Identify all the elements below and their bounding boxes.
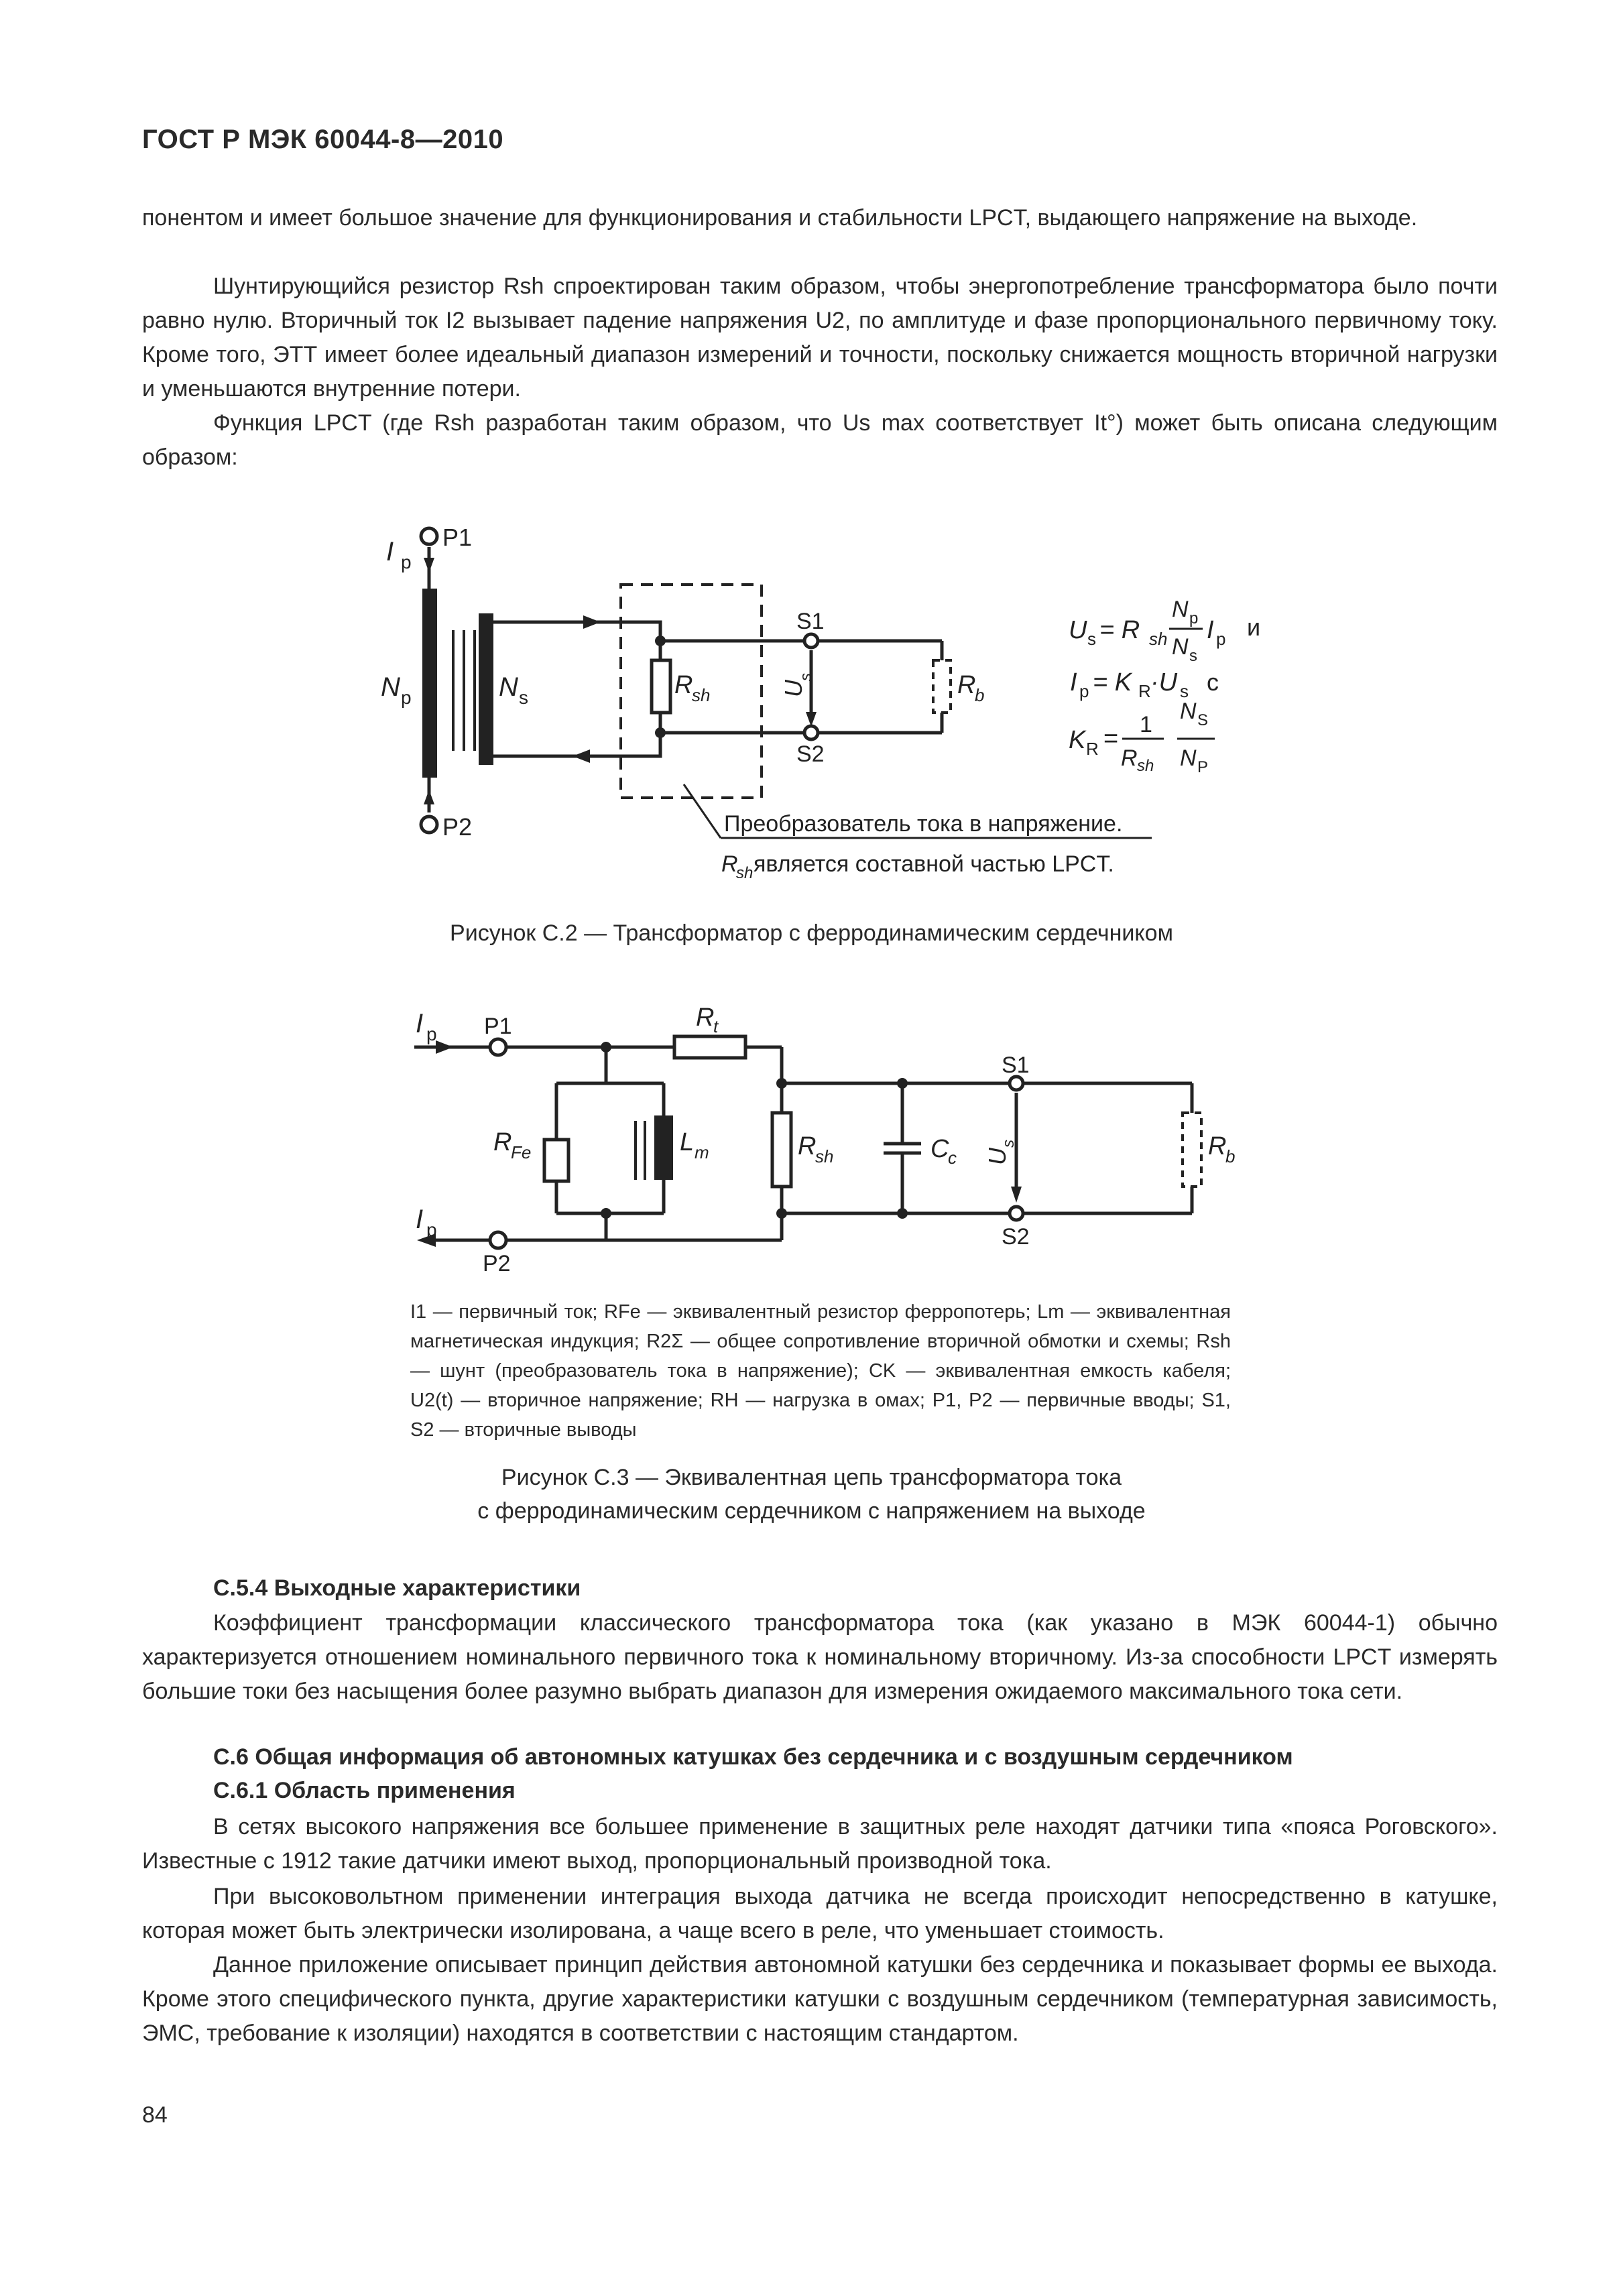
svg-text:sh: sh [1137, 757, 1154, 775]
section-c61-paragraph-1: В сетях высокого напряжения все большее применение в защитных реле находят датчики типа «пояса Роговского». Известные с 1912 такие датчики имеют выход, пропорциональный производной тока. [142, 1814, 1498, 1874]
svg-text:sh: sh [1149, 629, 1168, 649]
label-us: U [780, 680, 807, 697]
svg-text:N: N [1180, 745, 1197, 771]
label-ip-sub: p [401, 552, 412, 572]
section-c54-title: С.5.4 Выходные характеристики [213, 1575, 581, 1601]
label-np: N [381, 672, 400, 702]
c3-label-ip-in: I [416, 1009, 424, 1038]
label-ns-sub: s [519, 687, 528, 708]
c3-label-ip-out-sub: p [426, 1219, 437, 1240]
svg-text:с: с [1207, 668, 1219, 696]
document-header: ГОСТ Р МЭК 60044-8—2010 [142, 125, 504, 154]
svg-text:s: s [1087, 629, 1096, 649]
figure-c3-diagram [0, 992, 1623, 1274]
label-p2: P2 [442, 813, 473, 841]
c3-label-p2: P2 [483, 1251, 511, 1274]
svg-text:=: = [1103, 725, 1119, 753]
svg-text:p: p [1216, 629, 1226, 649]
svg-text:sh: sh [736, 864, 754, 882]
page-number: 84 [142, 2102, 168, 2128]
svg-text:I: I [1070, 668, 1077, 697]
label-ip: I [386, 537, 394, 566]
svg-text:является составной частью LPCT: является составной частью LPCT. [754, 851, 1114, 877]
label-s1: S1 [796, 609, 825, 634]
figure-c3-legend: I1 — первичный ток; RFe — эквивалентный резистор ферропотерь; Lm — эквивалентная магнетическая индукция; R2Σ — общее сопротивление вторичной обмотки и схемы; Rsh — шунт (преобразователь тока в напряжение); CK — эквивалентная емкость кабеля; U2(t) — вторичное напряжение; RH — нагрузка в омах; P1, P2 — первичные вводы; S1, S2 — вторичные выводы [410, 1301, 1231, 1441]
svg-text:N: N [1180, 699, 1197, 724]
figure-c2-diagram [0, 509, 1623, 898]
paragraph-lpct-function: Функция LPCT (где Rsh разработан таким образом, что Us max соответствует It°) может быть описана следующим образом: [142, 410, 1498, 470]
svg-text:S: S [1197, 711, 1209, 729]
figure-c3-caption-line2: с ферродинамическим сердечником с напряжением на выходе [477, 1498, 1146, 1524]
c3-label-rfe: R [493, 1128, 512, 1156]
label-rb: R [957, 671, 976, 699]
paragraph-shunt-resistor: Шунтирующийся резистор Rsh спроектирован таким образом, чтобы энергопотребление трансформатора было почти равно нулю. Вторичный ток I2 вызывает падение напряжения U2, по амплитуде и фазе пропорционального первичному току. Кроме того, ЭТТ имеет более идеальный диапазон измерений и точности, поскольку снижается мощность вторичной нагрузки и уменьшаются внутренние потери. [142, 274, 1498, 402]
c3-label-ip-in-sub: p [426, 1024, 437, 1044]
paragraph-continuation: понентом и имеет большое значение для функционирования и стабильности LPCT, выдающего напряжение на выходе. [142, 205, 1418, 231]
c3-label-cc-sub: c [948, 1148, 957, 1168]
label-p1: P1 [442, 524, 473, 551]
formula-ip [1070, 668, 1219, 701]
label-np-sub: p [401, 687, 412, 708]
svg-text:N: N [1172, 597, 1189, 622]
label-rsh-sub: sh [692, 685, 711, 705]
section-c61-paragraph-3: Данное приложение описывает принцип действия автономной катушки без сердечника и показывает формы ее выхода. Кроме этого специфического пункта, другие характеристики катушки с воздушным сердечником (температурная зависимость, ЭМС, требование к изоляции) находятся в соответствии с настоящим стандартом. [142, 1952, 1498, 2046]
c3-label-us: U [983, 1148, 1011, 1165]
label-us-sub: s [797, 673, 815, 681]
svg-text:R: R [1121, 745, 1138, 771]
svg-text:U: U [1069, 616, 1087, 644]
c3-label-rb: R [1208, 1132, 1227, 1160]
c3-label-us-sub: s [1000, 1140, 1018, 1148]
c3-label-rt: R [696, 1004, 715, 1032]
callout-line-1: Преобразователь тока в напряжение. [724, 811, 1123, 837]
label-ns: N [499, 672, 518, 702]
section-c6-title: С.6 Общая информация об автономных катушках без сердечника и с воздушным сердечником [213, 1744, 1293, 1770]
c3-label-rfe-sub: Fe [511, 1142, 532, 1162]
section-c54-text: Коэффициент трансформации классического трансформатора тока (как указано в МЭК 60044-1) обычно характеризуется отношением номинального первичного тока к номинальному вторичному. Из-за способности LPCT измерять большие токи без насыщения более разумно выбрать диапазон для измерения ожидаемого максимального тока сети. [142, 1610, 1498, 1704]
section-c61-title: С.6.1 Область применения [213, 1778, 516, 1803]
c3-label-rsh: R [798, 1132, 817, 1160]
c3-label-ip-out: I [416, 1205, 424, 1234]
label-rsh: R [674, 671, 693, 699]
svg-text:R: R [1086, 739, 1099, 759]
label-s2: S2 [796, 741, 825, 767]
svg-text:s: s [1189, 647, 1197, 665]
svg-text:R: R [1138, 681, 1151, 701]
svg-text:= R: = R [1099, 616, 1140, 644]
section-c61-paragraph-2: При высоковольтном применении интеграция выхода датчика не всегда происходит непосредственно в катушке, которая может быть электрически изолирована, а чаще всего в реле, что уменьшает стоимость. [142, 1884, 1498, 1943]
figure-c2-caption: Рисунок С.2 — Трансформатор с ферродинамическим сердечником [450, 920, 1173, 946]
formula-kr [1069, 699, 1215, 776]
c3-label-s1: S1 [1002, 1052, 1030, 1078]
c3-label-rsh-sub: sh [815, 1146, 834, 1166]
svg-text:·U: ·U [1150, 668, 1178, 697]
svg-text:= K: = K [1093, 668, 1132, 697]
svg-text:P: P [1197, 758, 1209, 776]
formula-us [1069, 597, 1260, 665]
c3-label-lm-sub: m [695, 1142, 709, 1162]
svg-text:p: p [1079, 681, 1089, 701]
svg-text:R: R [721, 851, 738, 877]
svg-text:K: K [1069, 726, 1086, 754]
c3-label-s2: S2 [1002, 1224, 1030, 1250]
callout-line-2 [721, 851, 1114, 882]
svg-text:N: N [1172, 634, 1189, 660]
svg-text:I: I [1207, 616, 1214, 644]
svg-text:и: и [1247, 613, 1261, 641]
figure-c3-caption-line1: Рисунок С.3 — Эквивалентная цепь трансформатора тока [501, 1465, 1122, 1490]
c3-label-lm: L [680, 1128, 695, 1156]
c3-label-p1: P1 [484, 1014, 512, 1039]
c3-label-rb-sub: b [1225, 1146, 1236, 1166]
svg-text:s: s [1180, 681, 1189, 701]
svg-text:p: p [1189, 609, 1199, 627]
svg-text:1: 1 [1140, 712, 1152, 737]
c3-label-rt-sub: t [713, 1016, 719, 1036]
label-rb-sub: b [975, 685, 985, 705]
c3-label-cc: C [930, 1135, 949, 1163]
